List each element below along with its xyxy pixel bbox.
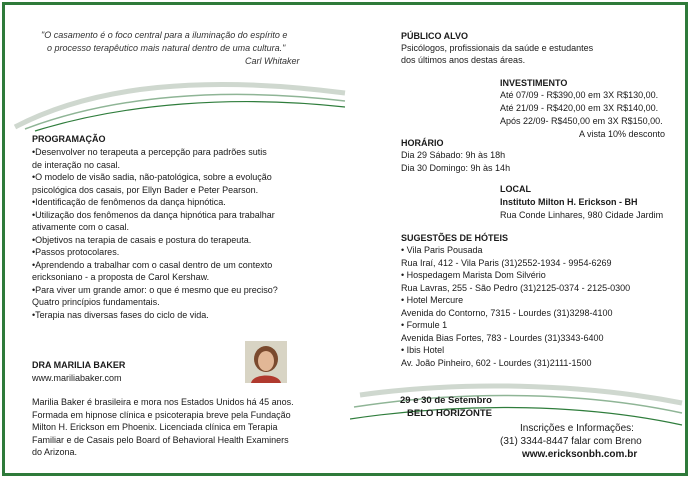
inscricoes-title: Inscrições e Informações: <box>520 423 634 434</box>
inscricoes-phone: (31) 3344-8447 falar com Breno <box>500 436 642 447</box>
speaker-name: DRA MARILIA BAKER <box>32 360 126 370</box>
bio-line: Milton H. Erickson em Phoenix. Licenciada clínica em Terapia <box>32 422 278 432</box>
list-item: • Formule 1 <box>401 320 448 330</box>
list-item: •Aprendendo a trabalhar com o casal dentro de um contexto <box>32 259 273 270</box>
list-item: Quatro princípios fundamentais. <box>32 297 160 307</box>
left-panel <box>5 5 350 473</box>
list-item: •Identificação de fenômenos da dança hipnótica. <box>32 197 226 207</box>
speaker-site: www.mariliabaker.com <box>32 373 122 383</box>
list-item: ativamente com o casal. <box>32 222 130 232</box>
publico-line-1: Psicólogos, profissionais da saúde e estudantes <box>401 43 594 53</box>
brochure-frame <box>2 2 688 476</box>
horario-line: Dia 29 Sábado: 9h às 18h <box>401 150 506 160</box>
quote-line-1: "O casamento é o foco central para a iluminação do espírito e <box>41 30 288 40</box>
local-title: LOCAL <box>500 184 531 194</box>
list-item: Avenida do Contorno, 7315 - Lourdes (31)3298-4100 <box>401 307 613 318</box>
list-item: • Vila Paris Pousada <box>401 245 483 255</box>
price-line: Após 22/09- R$450,00 em 3X R$150,00. <box>500 116 663 126</box>
investimento-title: INVESTIMENTO <box>500 78 568 88</box>
hoteis-title: SUGESTÕES DE HÓTEIS <box>401 233 509 243</box>
list-item: •Utilização dos fenômenos da dança hipnótica para trabalhar <box>32 209 275 220</box>
list-item: • Hospedagem Marista Dom Silvério <box>401 270 546 280</box>
evento-datas: 29 e 30 de Setembro <box>400 395 492 406</box>
programacao-list <box>32 146 278 321</box>
decorative-swoosh-top <box>5 65 350 135</box>
programacao-title: PROGRAMAÇÃO <box>32 134 106 144</box>
list-item: •Passos protocolares. <box>32 247 120 257</box>
price-line: Até 07/09 - R$390,00 em 3X R$130,00. <box>500 90 659 100</box>
list-item: •Para viver um grande amor: o que é mesmo que eu preciso? <box>32 284 278 295</box>
bio-line: Familiar e de Casais pelo Board of Behavioral Health Examiners <box>32 434 289 445</box>
publico-title: PÚBLICO ALVO <box>401 31 468 41</box>
bio-line: Formada em hipnose clínica e psicoterapia breve pela Fundação <box>32 409 291 420</box>
evento-cidade: BELO HORIZONTE <box>407 408 492 419</box>
speaker-photo <box>245 341 287 383</box>
list-item: Av. João Pinheiro, 602 - Lourdes (31)2111-1500 <box>401 357 592 368</box>
list-item: Avenida Bias Fortes, 783 - Lourdes (31)3343-6400 <box>401 332 604 343</box>
local-address: Rua Conde Linhares, 980 Cidade Jardim <box>500 210 664 220</box>
list-item: psicológica dos casais, por Ellyn Bader e Peter Pearson. <box>32 184 259 195</box>
list-item: de interação no casal. <box>32 159 121 170</box>
list-item: •O modelo de visão sadia, não-patológica, sobre a evolução <box>32 172 272 182</box>
vista-discount: A vista 10% desconto <box>579 129 666 139</box>
list-item: •Desenvolver no terapeuta a percepção para padrões sutis <box>32 147 267 157</box>
list-item: ericksoniano - a proposta de Carol Kershaw. <box>32 272 210 282</box>
inscricoes-site[interactable]: www.ericksonbh.com.br <box>522 449 638 460</box>
bio-line: Marilia Baker é brasileira e mora nos Estados Unidos há 45 anos. <box>32 397 294 407</box>
local-name: Instituto Milton H. Erickson - BH <box>500 197 638 207</box>
list-item: Rua Lavras, 255 - São Pedro (31)2125-0374 - 2125-0300 <box>401 282 631 293</box>
horario-line: Dia 30 Domingo: 9h às 14h <box>401 163 511 173</box>
speaker-bio <box>32 396 294 459</box>
list-item: Rua Iraí, 412 - Vila Paris (31)2552-1934 - 9954-6269 <box>401 257 612 268</box>
list-item: • Ibis Hotel <box>401 345 445 355</box>
hoteis-list <box>401 244 630 369</box>
quote-line-2: o processo terapêutico mais natural dentro de uma cultura." <box>47 43 286 53</box>
horario-title: HORÁRIO <box>401 138 444 148</box>
quote-author: Carl Whitaker <box>245 56 300 66</box>
price-line: Até 21/09 - R$420,00 em 3X R$140,00. <box>500 103 659 113</box>
list-item: • Hotel Mercure <box>401 295 464 305</box>
list-item: •Objetivos na terapia de casais e postura do terapeuta. <box>32 234 252 245</box>
bio-line: do Arizona. <box>32 447 78 457</box>
publico-line-2: dos últimos anos destas áreas. <box>401 55 526 65</box>
list-item: •Terapia nas diversas fases do ciclo de vida. <box>32 309 209 320</box>
right-panel <box>350 5 685 473</box>
